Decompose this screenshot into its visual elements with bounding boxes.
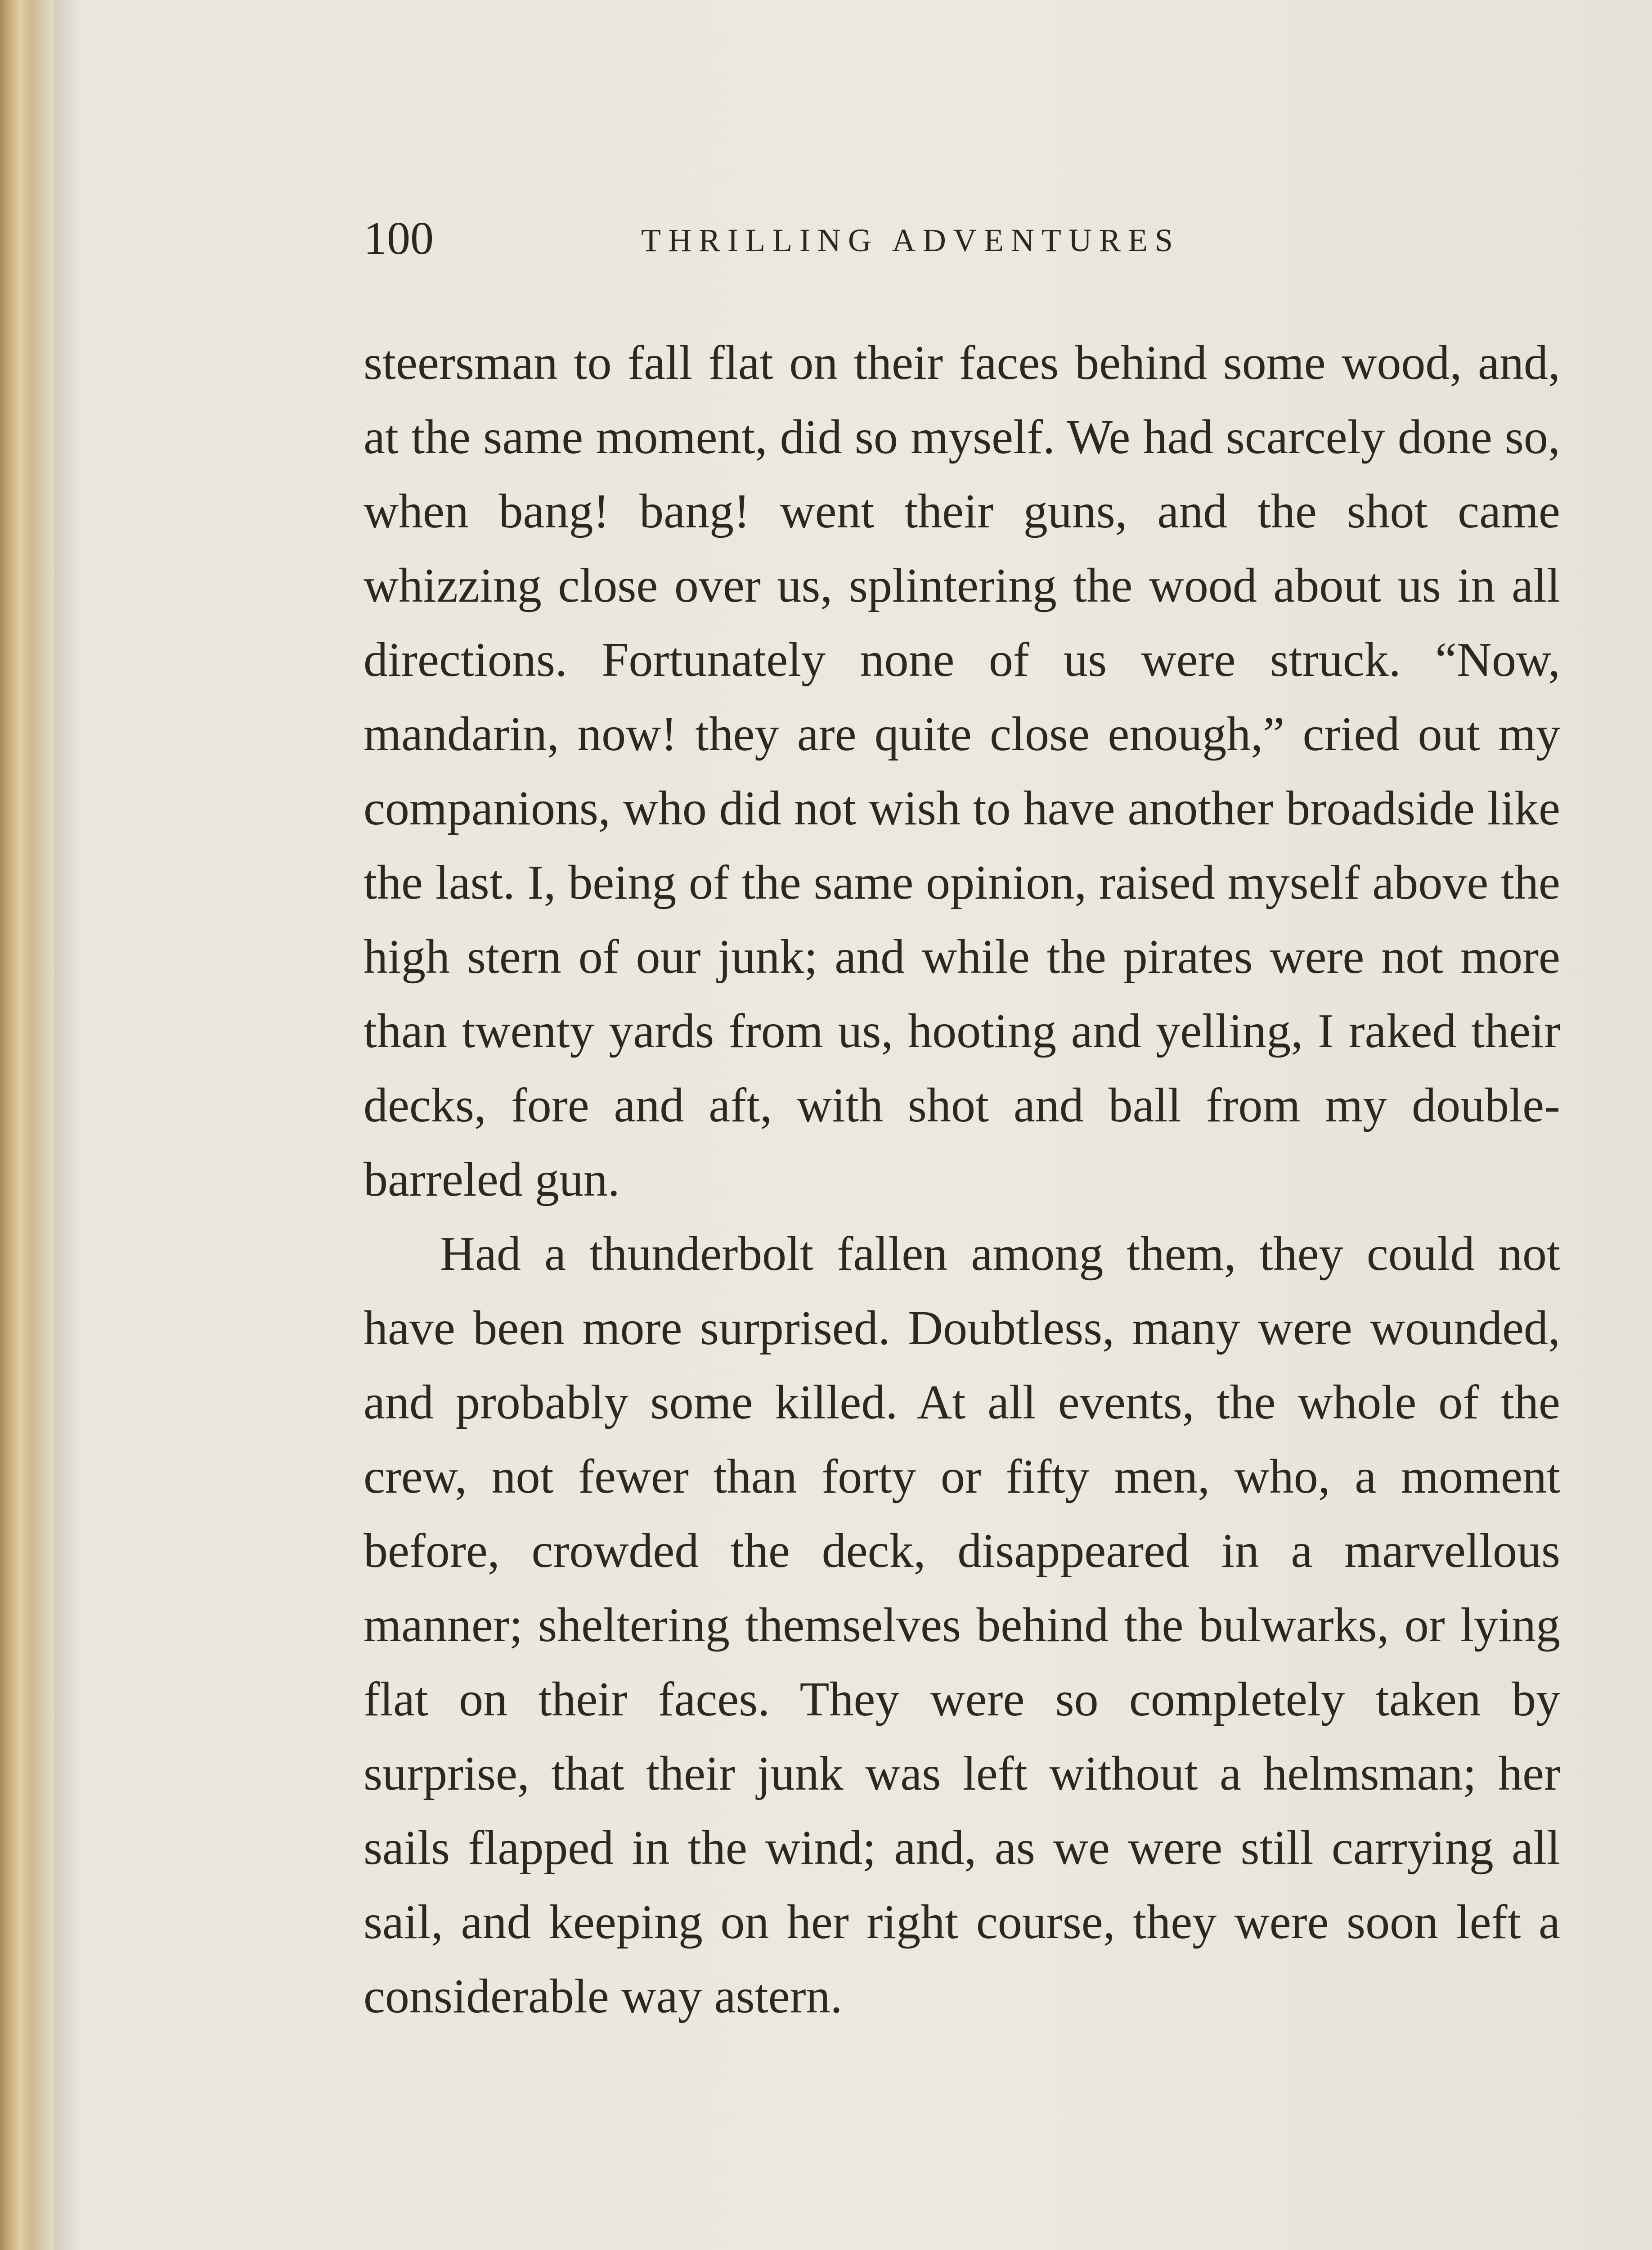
page-number: 100 xyxy=(364,212,434,264)
gutter-shadow xyxy=(54,0,81,2250)
page-edge xyxy=(0,0,54,2250)
page-header xyxy=(364,207,1562,270)
running-head: THRILLING ADVENTURES xyxy=(641,222,1180,258)
paragraph-1: steersman to fall flat on their faces behind some wood, and, at the same moment, did so myself. We had scarcely done so, when bang! bang! went their guns, and the shot came whizzing close over us, splintering the wood about us in all directions. Fortunately none of us were struck. “Now, mandarin, now! they are quite close enough,” cried out my companions, who did not wish to have another broadside like the last. I, being of the same opinion, raised myself above the high stern of our junk; and while the pirates were not more than twenty yards from us, hooting and yelling, I raked their decks, fore and aft, with shot and ball from my double-barreled gun. xyxy=(364,336,1560,1206)
paragraph-2: Had a thunderbolt fallen among them, they could not have been more surprised. Doubtless, many were wounded, and probably some killed. At all events, the whole of the crew, not fewer than forty or fifty men, who, a moment before, crowded the deck, disappeared in a marvellous manner; sheltering themselves behind the bulwarks, or lying flat on their faces. They were so completely taken by surprise, that their junk was left without a helmsman; her sails flapped in the wind; and, as we were still carrying all sail, and keeping on her right course, they were soon left a considerable way astern. xyxy=(364,1227,1560,2023)
body-text xyxy=(364,326,1560,2034)
